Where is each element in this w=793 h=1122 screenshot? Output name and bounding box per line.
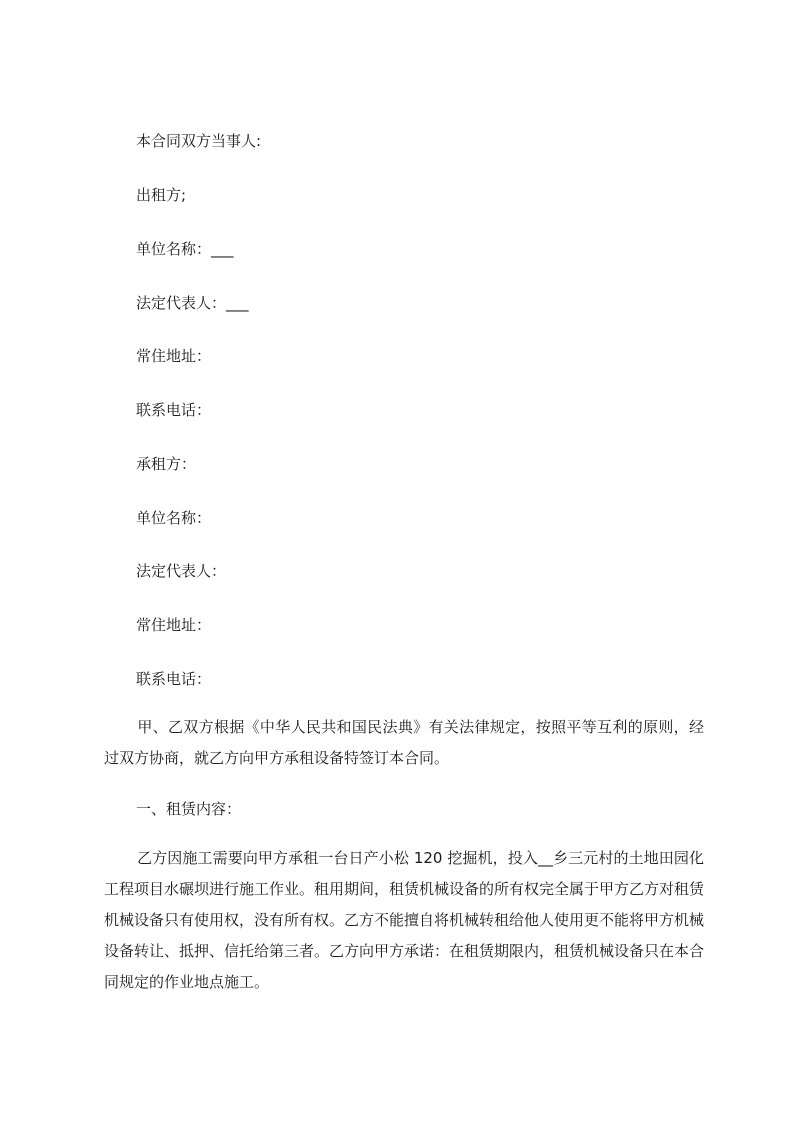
lessor-unit-name: 单位名称：___ [136,240,234,258]
lessee-phone: 联系电话： [136,670,212,688]
lessee-address: 常住地址： [136,616,212,634]
parties-intro: 本合同双方当事人: [136,132,262,150]
section-1-text: 乙方因施工需要向甲方承租一台日产小松 120 挖掘机，投入__乡三元村的土地田园化工程项目水碾坝进行施工作业。租用期间，租赁机械设备的所有权完全属于甲方乙方对租赁机械设备只有使用权，没有所有权。乙方不能擅自将机械转租给他人使用更不能将甲方机械设备转让、抵押、信托给第三者。乙方向甲方承诺：在租赁期限内，租赁机械设备只在本合同规定的作业地点施工。 [104,849,705,991]
lessor-phone: 联系电话： [136,401,212,419]
section-1-heading: 一、租赁内容： [136,800,242,818]
lessor-address: 常住地址： [136,347,212,365]
section-1-paragraph [104,843,704,998]
lessor-legal-representative: 法定代表人：___ [136,294,249,312]
lessor-heading: 出租方; [136,186,187,204]
lessee-heading: 承租方： [136,455,197,473]
lessee-legal-representative: 法定代表人： [136,562,227,580]
preamble-text: 甲、乙双方根据《中华人民共和国民法典》有关法律规定，按照平等互利的原则，经过双方协商，就乙方向甲方承租设备特签订本合同。 [104,718,704,767]
preamble-paragraph [104,712,704,774]
lessee-unit-name: 单位名称： [136,509,212,527]
